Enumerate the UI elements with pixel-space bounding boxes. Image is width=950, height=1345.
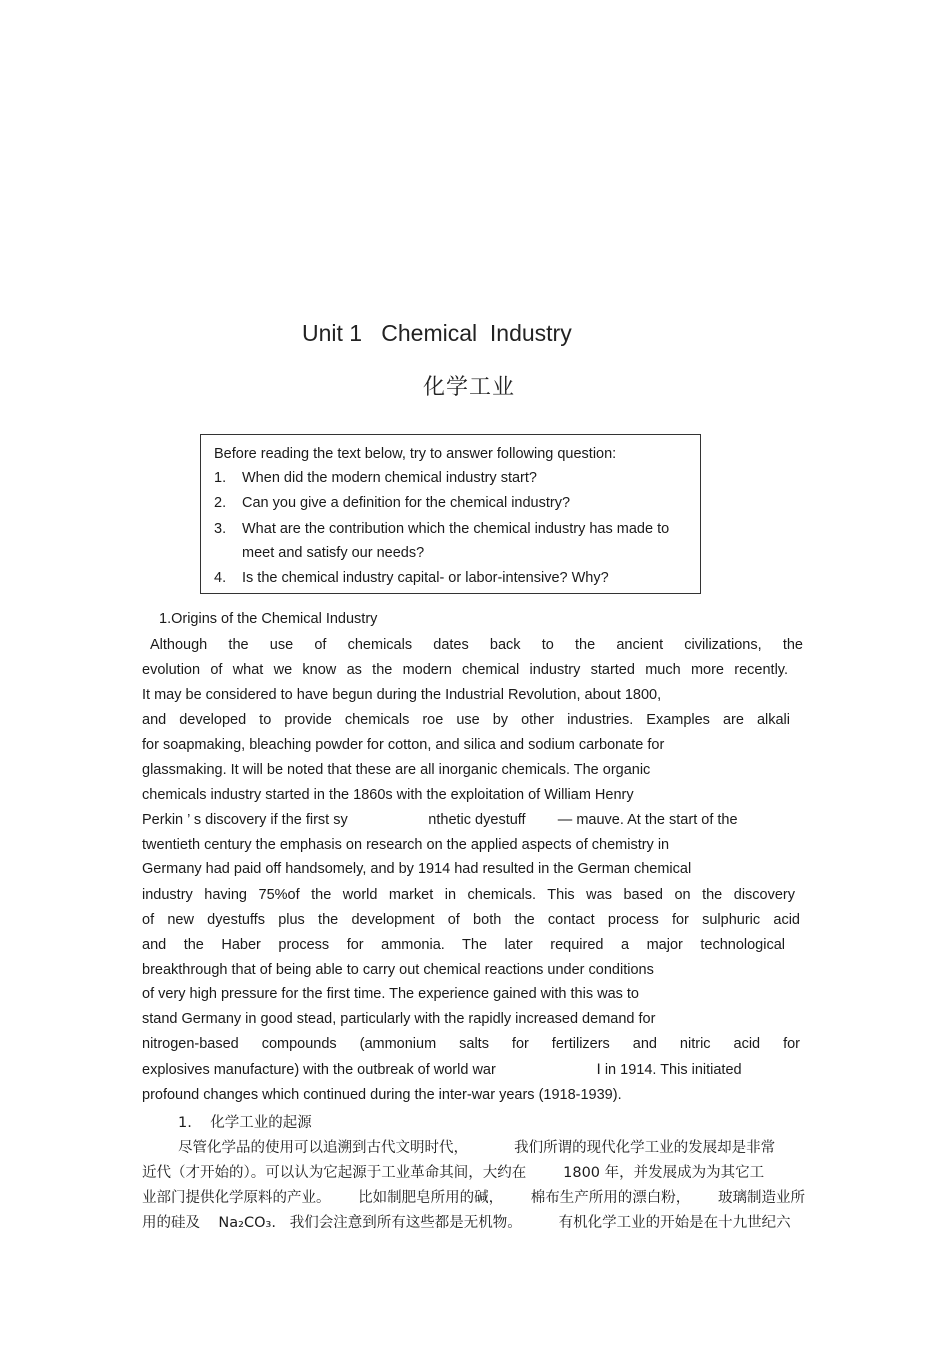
question-number: 2. <box>214 495 227 511</box>
page-title-chinese: 化学工业 <box>423 375 516 400</box>
paragraph-line: twentieth century the emphasis on research on the applied aspects of chemistry in <box>142 837 670 853</box>
paragraph-line: and the Haber process for ammonia. The later required a major technological <box>142 937 785 953</box>
paragraph-line: chemicals industry started in the 1860s with the exploitation of William Henry <box>142 787 634 803</box>
section-heading: 1.Origins of the Chemical Industry <box>159 611 378 627</box>
cn-paragraph-line: 业部门提供化学原料的产业。 比如制肥皂所用的碱， 棉布生产所用的漂白粉， 玻璃制造业所 <box>142 1190 805 1206</box>
question-box-intro: Before reading the text below, try to answer following question: <box>214 446 617 462</box>
page-title-english: Unit 1 Chemical Industry <box>302 320 572 346</box>
question-number: 3. <box>214 521 227 537</box>
cn-paragraph-line: 近代（才开始的）。可以认为它起源于工业革命其间，大约在 1800 年，并发展成为为其它工 <box>142 1165 765 1181</box>
paragraph-line: glassmaking. It will be noted that these are all inorganic chemicals. The organic <box>142 762 651 778</box>
cn-section-heading: 1. 化学工业的起源 <box>178 1115 312 1131</box>
question-text: What are the contribution which the chemical industry has made to <box>242 521 670 537</box>
cn-paragraph-line: 尽管化学品的使用可以追溯到古代文明时代， 我们所谓的现代化学工业的发展却是非常 <box>178 1140 776 1156</box>
question-text-continued: meet and satisfy our needs? <box>242 545 425 561</box>
paragraph-line: explosives manufacture) with the outbreak of world war Ⅰ in 1914. This initiated <box>142 1062 742 1078</box>
paragraph-line: It may be considered to have begun during the Industrial Revolution, about 1800, <box>142 687 662 703</box>
question-text: When did the modern chemical industry start? <box>242 470 537 486</box>
paragraph-line: evolution of what we know as the modern chemical industry started much more recently. <box>142 662 788 678</box>
paragraph-line: profound changes which continued during the inter-war years (1918-1939). <box>142 1087 622 1103</box>
question-text: Is the chemical industry capital- or labor-intensive? Why? <box>242 570 609 586</box>
question-box <box>200 434 701 594</box>
paragraph-line: of very high pressure for the first time. The experience gained with this was to <box>142 986 640 1002</box>
paragraph-line: Germany had paid off handsomely, and by 1914 had resulted in the German chemical <box>142 861 692 877</box>
paragraph-line: nitrogen-based compounds (ammonium salts for fertilizers and nitric acid for <box>142 1036 800 1052</box>
question-number: 1. <box>214 470 227 486</box>
paragraph-line: Although the use of chemicals dates back to the ancient civilizations, the <box>150 637 803 653</box>
question-text: Can you give a definition for the chemical industry? <box>242 495 571 511</box>
question-number: 4. <box>214 570 227 586</box>
paragraph-line: industry having 75%of the world market in chemicals. This was based on the discovery <box>142 887 795 903</box>
paragraph-line: breakthrough that of being able to carry out chemical reactions under conditions <box>142 962 654 978</box>
paragraph-line: stand Germany in good stead, particularly with the rapidly increased demand for <box>142 1011 656 1027</box>
paragraph-line: and developed to provide chemicals roe use by other industries. Examples are alkali <box>142 712 790 728</box>
paragraph-line: for soapmaking, bleaching powder for cotton, and silica and sodium carbonate for <box>142 737 665 753</box>
paragraph-line: Perkin ’ s discovery if the first sy nthetic dyestuff — mauve. At the start of the <box>142 812 738 828</box>
cn-paragraph-line: 用的硅及 Na₂CO₃. 我们会注意到所有这些都是无机物。 有机化学工业的开始是在十九世纪六 <box>142 1215 791 1231</box>
paragraph-line: of new dyestuffs plus the development of both the contact process for sulphuric acid <box>142 912 800 928</box>
